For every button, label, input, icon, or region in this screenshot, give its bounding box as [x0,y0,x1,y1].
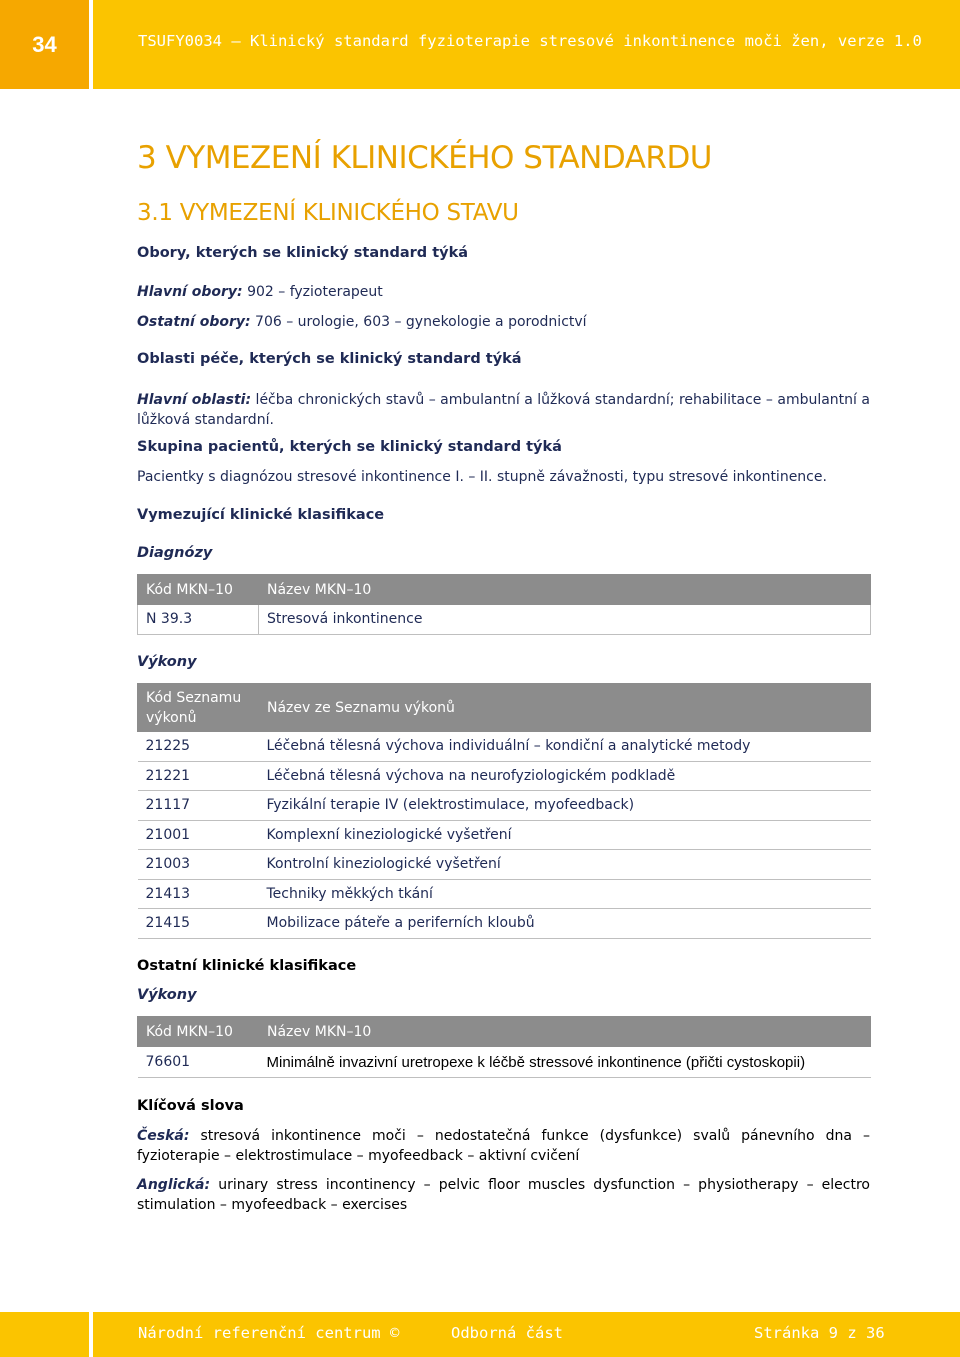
table-header-row [138,684,871,732]
cell-code: N 39.3 [138,605,259,635]
skupina-text: Pacientky s diagnózou stresové inkontinence I. – II. stupně závažnosti, typu stresové inkontinence. [137,469,827,485]
footer-page-counter: Stránka 9 z 36 [754,1324,885,1342]
cell-code: 21001 [138,820,259,850]
cell-name: Stresová inkontinence [259,605,871,635]
footer-left-text: Národní referenční centrum © [138,1324,400,1342]
cell-code: 21117 [138,791,259,821]
table-row [138,732,871,762]
cell-name: Kontrolní kineziologické vyšetření [259,850,871,880]
table-header-row [138,575,871,605]
oblasti-label: Hlavní oblasti: [137,392,252,408]
cell-name: Minimálně invazivní uretropexe k léčbě stressové inkontinence (přičti cystoskopii) [259,1047,871,1078]
cell-name: Léčebná tělesná výchova na neurofyziologickém podkladě [259,761,871,791]
ostatni-title: Ostatní klinické klasifikace [137,958,357,974]
keywords-cz-value: stresová inkontinence moči – nedostatečná funkce (dysfunkce) svalů pánevního dna – fyzioterapie – elektrostimulace – myofeedback – aktivní cvičení [137,1128,870,1164]
document-title: TSUFY0034 – Klinický standard fyzioterapie stresové inkontinence moči žen, verze 1.0 [138,32,922,50]
page-number-badge [0,0,89,89]
cell-name: Léčebná tělesná výchova individuální – kondiční a analytické metody [259,732,871,762]
table-header-row [138,1017,871,1047]
ostatni-table [137,1016,871,1078]
col-header-code: Kód MKN–10 [138,575,259,605]
footer-center-text: Odborná část [451,1324,563,1342]
table-row [138,820,871,850]
cell-code: 21003 [138,850,259,880]
obory-main-value: 902 – fyzioterapeut [242,284,383,300]
cell-name: Komplexní kineziologické vyšetření [259,820,871,850]
table-row [138,879,871,909]
table-row [138,761,871,791]
obory-main-label: Hlavní obory: [137,284,243,300]
col-header-code: Kód MKN–10 [138,1017,259,1047]
obory-title: Obory, kterých se klinický standard týká [137,245,469,261]
cell-code: 21415 [138,909,259,939]
col-header-name: Název MKN–10 [259,575,871,605]
footer-left-block [0,1312,89,1357]
oblasti-title: Oblasti péče, kterých se klinický standard týká [137,351,522,367]
oblasti-value: léčba chronických stavů – ambulantní a lůžková standardní; rehabilitace – ambulantní a lůžková standardní. [137,392,870,428]
cell-code: 76601 [138,1047,259,1078]
cell-code: 21225 [138,732,259,762]
col-header-name: Název MKN–10 [259,1017,871,1047]
vykony-table [137,683,871,939]
cell-name: Techniky měkkých tkání [259,879,871,909]
klicova-title: Klíčová slova [137,1098,244,1114]
vymezujici-title: Vymezující klinické klasifikace [137,507,385,523]
section-heading: 3.1 VYMEZENÍ KLINICKÉHO STAVU [137,200,519,226]
chapter-heading: 3 VYMEZENÍ KLINICKÉHO STANDARDU [137,140,712,176]
vykony-title: Výkony [137,654,197,670]
diagnosis-table [137,574,871,635]
cell-name: Fyzikální terapie IV (elektrostimulace, myofeedback) [259,791,871,821]
skupina-title: Skupina pacientů, kterých se klinický standard týká [137,439,562,455]
keywords-en [137,1175,870,1215]
table-row [138,850,871,880]
table-row [138,909,871,939]
table-row [138,791,871,821]
keywords-cz-label: Česká: [137,1128,190,1144]
page-number: 34 [32,31,57,57]
table-row [138,1047,871,1078]
col-header-name: Název ze Seznamu výkonů [259,684,871,732]
keywords-en-value: urinary stress incontinency – pelvic floor muscles dysfunction – physiotherapy – electro stimulation – myofeedback – exercises [137,1177,870,1213]
obory-main [137,284,383,300]
cell-name: Mobilizace páteře a periferních kloubů [259,909,871,939]
col-header-code: Kód Seznamu výkonů [138,684,259,732]
cell-code: 21221 [138,761,259,791]
obory-other [137,314,587,330]
ostatni-vykony-title: Výkony [137,987,197,1003]
keywords-en-label: Anglická: [137,1177,211,1193]
obory-other-value: 706 – urologie, 603 – gynekologie a porodnictví [250,314,587,330]
obory-other-label: Ostatní obory: [137,314,251,330]
table-row [138,605,871,635]
keywords-cz [137,1126,870,1166]
cell-code: 21413 [138,879,259,909]
oblasti-paragraph [137,390,870,430]
diagnozy-title: Diagnózy [137,545,213,561]
